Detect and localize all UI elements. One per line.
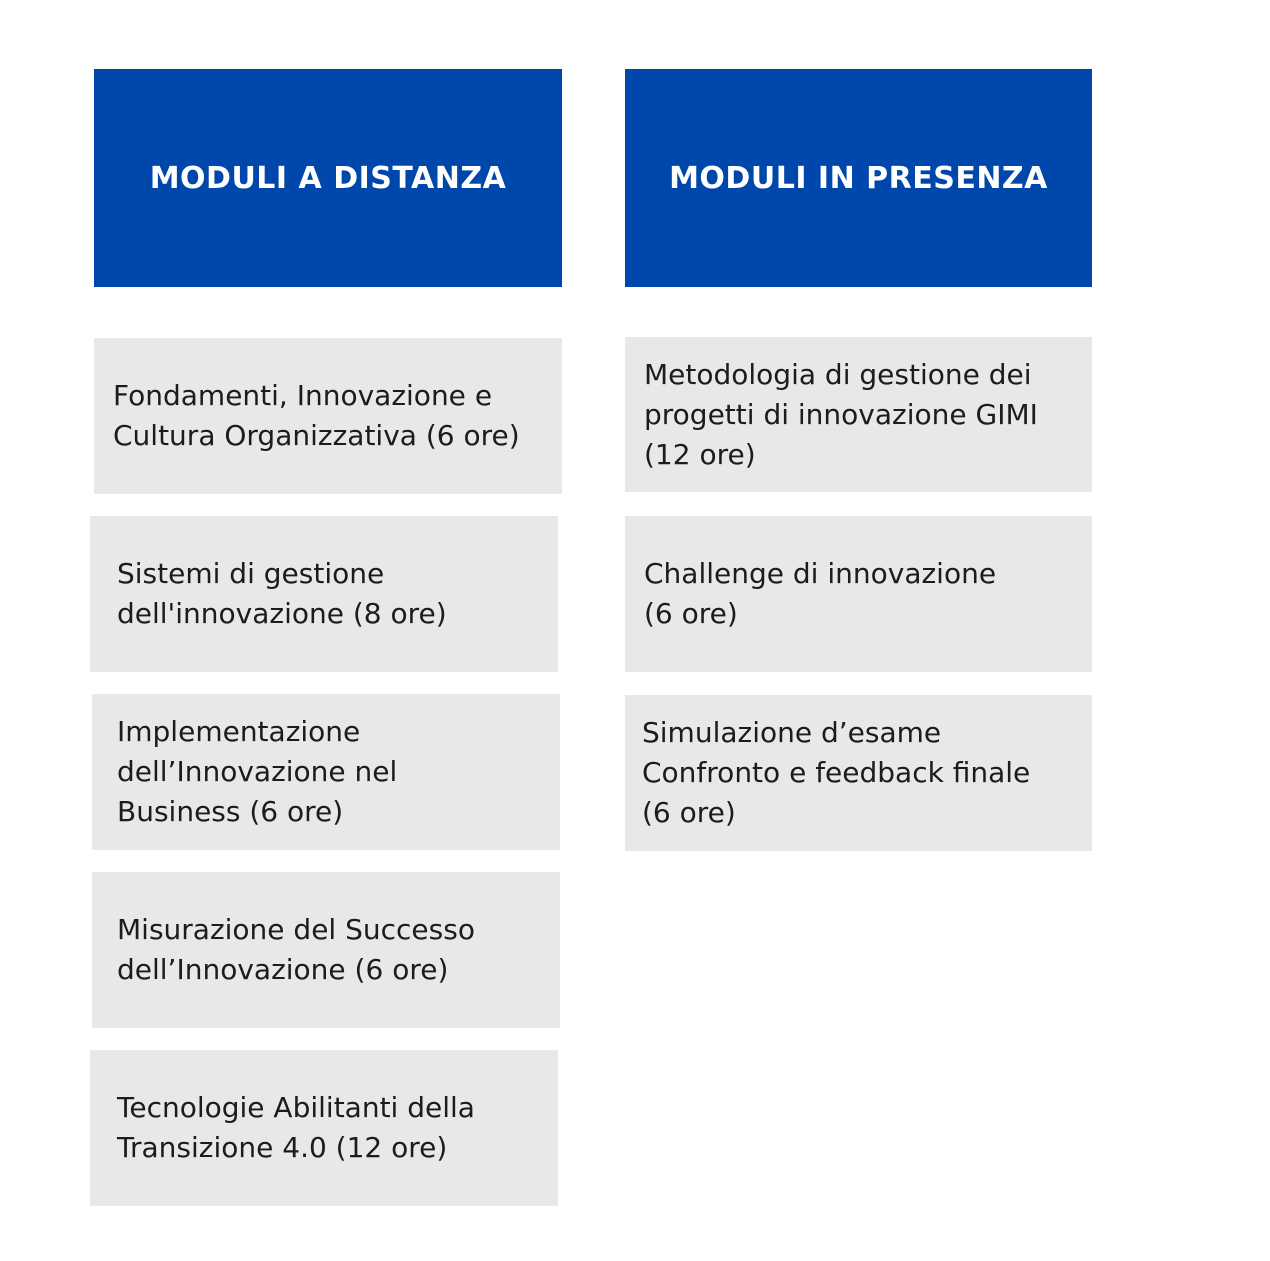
module-box-sistemi-gestione <box>90 516 558 672</box>
module-box-metodologia <box>625 337 1092 492</box>
module-label-tecnologie: Tecnologie Abilitanti della Transizione 4.0 (12 ore) <box>117 1091 475 1164</box>
module-label-implementazione: Implementazione dell’Innovazione nel Business (6 ore) <box>117 715 398 828</box>
module-label-challenge: Challenge di innovazione (6 ore) <box>644 557 997 630</box>
module-box-tecnologie <box>90 1050 558 1206</box>
header-moduli-a-distanza-title: MODULI A DISTANZA <box>149 160 507 196</box>
module-label-simulazione: Simulazione d’esame Confronto e feedback finale (6 ore) <box>642 716 1031 829</box>
module-label-misurazione: Misurazione del Successo dell’Innovazione (6 ore) <box>117 913 475 986</box>
header-moduli-in-presenza <box>625 69 1092 287</box>
module-box-misurazione <box>92 872 560 1028</box>
module-box-fondamenti <box>94 338 562 494</box>
module-label-sistemi-gestione: Sistemi di gestione dell'innovazione (8 ore) <box>117 557 447 630</box>
module-label-fondamenti: Fondamenti, Innovazione e Cultura Organizzativa (6 ore) <box>113 379 520 452</box>
module-box-simulazione <box>625 695 1092 851</box>
header-moduli-in-presenza-title: MODULI IN PRESENZA <box>669 160 1048 196</box>
module-box-challenge <box>625 516 1092 672</box>
module-box-implementazione <box>92 694 560 850</box>
module-label-metodologia: Metodologia di gestione dei progetti di innovazione GIMI (12 ore) <box>644 357 1038 471</box>
header-moduli-a-distanza <box>94 69 562 287</box>
